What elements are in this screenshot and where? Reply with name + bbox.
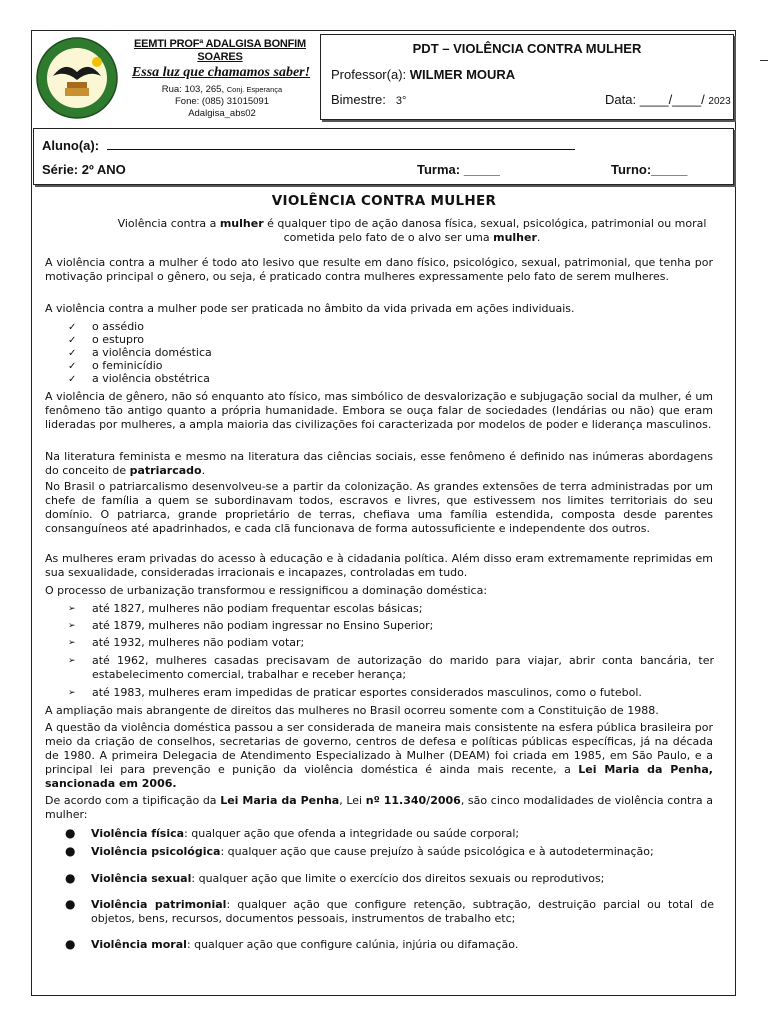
paragraph-bold: Lei Maria da Penha, sancionada em 2006. — [45, 763, 713, 790]
violence-type-item — [65, 845, 714, 859]
violence-type-desc: : qualquer ação que cause prejuízo à saúde psicológica e à autodeterminação; — [220, 845, 654, 858]
violence-type-desc: : qualquer ação que configure retenção, subtração, destruição parcial ou total de objetos, bens, recursos, documentos pessoais, instrumentos de trabalho etc; — [91, 898, 714, 925]
violence-type-name: Violência sexual — [91, 872, 192, 885]
pdt-title: PDT – VIOLÊNCIA CONTRA MULHER — [412, 41, 642, 56]
list-item — [68, 320, 144, 334]
list-item — [68, 654, 714, 682]
list-item-text: até 1962, mulheres casadas precisavam de autorização do marido para viajar, abrir conta bancária, ter estabelecimento comercial, trabalhar e receber herança; — [92, 654, 714, 681]
check-icon: ✓ — [68, 374, 77, 385]
date-blank: ____/____/ — [639, 92, 705, 107]
turma-field[interactable]: Turma: _____ — [417, 162, 500, 177]
document-title: VIOLÊNCIA CONTRA MULHER — [271, 193, 497, 209]
serie-field: Série: 2º ANO — [42, 162, 126, 177]
check-icon: ✓ — [68, 335, 77, 346]
date-year: 2023 — [708, 96, 731, 107]
arrow-icon: ➢ — [68, 656, 76, 666]
paragraph: No Brasil o patriarcalismo desenvolveu-se a partir da colonização. As grandes extensões de terra administradas por um chefe de família a quem se subordinavam todos, escravos e livres, que estivessem nos limites territoriais do seu domínio. O patriarca, grande proprietário de terras, chefiava uma família estendida, composta desde parentes consanguíneos até apadrinhados, e cada clã funcionava de forma autossuficiente e independente dos outros. — [45, 480, 713, 535]
intro-text-2: é qualquer tipo de ação danosa física, sexual, psicológica, patrimonial ou moral cometida pelo fato de o alvo ser uma — [267, 217, 707, 244]
violence-type-item — [65, 938, 714, 952]
list-item-text: a violência doméstica — [92, 346, 212, 359]
violence-type-name: Violência psicológica — [91, 845, 221, 858]
bullet-icon: ● — [65, 844, 76, 858]
address-text: Rua: 103, 265, — [161, 84, 225, 95]
list-item — [68, 619, 714, 633]
intro-definition: Violência contra a mulher é qualquer tipo de ação danosa física, sexual, psicológica, patrimonial ou moral cometida pelo fato de o alvo ser uma mulher. — [117, 217, 707, 244]
intro-text-1: Violência contra a — [117, 217, 217, 230]
list-item-text: a violência obstétrica — [92, 372, 210, 385]
paragraph — [45, 721, 713, 791]
school-slogan: Essa luz que chamamos saber! — [131, 65, 311, 80]
school-logo-icon — [35, 36, 119, 120]
arrow-icon: ➢ — [68, 688, 76, 698]
bullet-icon: ● — [65, 871, 76, 885]
violence-type-item — [65, 827, 714, 841]
list-item-text: o estupro — [92, 333, 145, 346]
paragraph-text: Na literatura feminista e mesmo na literatura das ciências sociais, esse fenômeno é definido nas inúmeras abordagens do conceito de — [45, 450, 713, 477]
check-icon: ✓ — [68, 361, 77, 372]
violence-type-name: Violência física — [91, 827, 185, 840]
arrow-icon: ➢ — [68, 638, 76, 648]
bullet-icon: ● — [65, 826, 76, 840]
paragraph: A violência contra a mulher é todo ato lesivo que resulte em dano físico, psicológico, sexual, patrimonial, que tenha por motivação principal o gênero, ou seja, é praticado contra mulheres expressamente pelo fato de serem mulheres. — [45, 256, 713, 283]
list-item — [68, 372, 210, 386]
student-info-box — [33, 128, 734, 185]
list-item — [68, 636, 714, 650]
date-label: Data: — [605, 92, 637, 107]
bullet-icon: ● — [65, 937, 76, 951]
violence-type-desc: : qualquer ação que configure calúnia, injúria ou difamação. — [186, 938, 519, 951]
professor-field — [331, 67, 515, 82]
list-item-text: o feminicídio — [92, 359, 163, 372]
violence-type-name: Violência patrimonial — [91, 898, 227, 911]
turno-field[interactable]: Turno:_____ — [611, 162, 688, 177]
arrow-icon: ➢ — [68, 621, 76, 631]
professor-name: WILMER MOURA — [409, 67, 516, 82]
check-icon: ✓ — [68, 322, 77, 333]
paragraph-bold: patriarcado — [129, 464, 202, 477]
paragraph-text: A questão da violência doméstica passou a ser considerada de maneira mais consistente na esfera pública brasileira por meio da criação de conselhos, secretarias de governo, centros de defesa e políticas públicas específicas, já na década de 1980. A primeira Delegacia de Atendimento Especializado à Mulher (DEAM) foi criada em 1985, em São Paulo, e a principal lei para prevenção e punição da violência doméstica é ainda mais recente, a — [45, 721, 713, 776]
pdt-info-box — [320, 34, 734, 120]
bimestre-value: 3° — [395, 95, 407, 107]
aluno-blank-line[interactable] — [107, 137, 575, 150]
aluno-label: Aluno(a): — [42, 138, 100, 153]
paragraph — [45, 794, 713, 822]
professor-label: Professor(a): — [331, 67, 407, 82]
violence-type-desc: : qualquer ação que ofenda a integridade ou saúde corporal; — [184, 827, 520, 840]
paragraph-text: , Lei — [339, 794, 363, 807]
paragraph: A violência contra a mulher pode ser praticada no âmbito da vida privada em ações individuais. — [45, 302, 575, 315]
list-item-text: até 1879, mulheres não podiam ingressar no Ensino Superior; — [92, 619, 434, 632]
paragraph: O processo de urbanização transformou e ressignificou a dominação doméstica: — [45, 584, 488, 597]
paragraph: A ampliação mais abrangente de direitos das mulheres no Brasil ocorreu somente com a Constituição de 1988. — [45, 704, 659, 717]
list-item — [68, 333, 144, 347]
bimestre-field — [331, 92, 406, 107]
violence-type-name: Violência moral — [91, 938, 187, 951]
school-header — [32, 34, 318, 122]
school-phone: Fone: (085) 31015091 — [174, 96, 270, 107]
document-code: Adalgisa_abs02 — [188, 108, 256, 119]
list-item-text: o assédio — [92, 320, 144, 333]
intro-bold-1: mulher — [219, 217, 264, 230]
paragraph-text: De acordo com a tipificação da — [45, 794, 217, 807]
arrow-icon: ➢ — [68, 604, 76, 614]
date-field — [605, 92, 731, 107]
list-item — [68, 602, 714, 616]
school-name: EEMTI PROFª ADALGISA BONFIM SOARES — [133, 38, 307, 63]
list-item-text: até 1983, mulheres eram impedidas de praticar esportes considerados masculinos, como o futebol. — [92, 686, 642, 699]
list-item-text: até 1827, mulheres não podiam frequentar escolas básicas; — [92, 602, 423, 615]
list-item — [68, 359, 163, 373]
list-item — [68, 686, 714, 700]
violence-type-desc: : qualquer ação que limite o exercício dos direitos sexuais ou reprodutivos; — [191, 872, 605, 885]
check-icon: ✓ — [68, 348, 77, 359]
paragraph: As mulheres eram privadas do acesso à educação e à cidadania política. Além disso eram extremamente reprimidas em sua sexualidade, consideradas irracionais e incapazes, controladas em tudo. — [45, 552, 713, 579]
list-item — [68, 346, 212, 360]
violence-type-item — [65, 872, 714, 886]
bullet-icon: ● — [65, 897, 76, 911]
paragraph-text: , são cinco modalidades de violência contra a mulher: — [45, 794, 713, 821]
law-number: nº 11.340/2006 — [365, 794, 461, 807]
violence-type-item — [65, 898, 714, 925]
intro-bold-2: mulher — [493, 231, 537, 244]
margin-dash — [760, 60, 768, 61]
address-neighborhood: Conj. Esperança — [226, 85, 283, 94]
school-address — [124, 84, 320, 120]
aluno-field — [42, 137, 575, 153]
list-item-text: até 1932, mulheres não podiam votar; — [92, 636, 305, 649]
bimestre-label: Bimestre: — [331, 92, 386, 107]
law-name: Lei Maria da Penha — [220, 794, 340, 807]
paragraph: A violência de gênero, não só enquanto ato físico, mas simbólico de desvalorização e subjugação social da mulher, é um fenômeno tão antigo quanto a própria humanidade. Embora se ouça falar de sociedades (lendárias ou não) que eram lideradas por mulheres, a ampla maioria das civilizações foi caracterizada por modelos de poder e liderança masculinos. — [45, 390, 713, 431]
paragraph: Na literatura feminista e mesmo na literatura das ciências sociais, esse fenômeno é definido nas inúmeras abordagens do conceito de patriarcado. — [45, 450, 713, 477]
